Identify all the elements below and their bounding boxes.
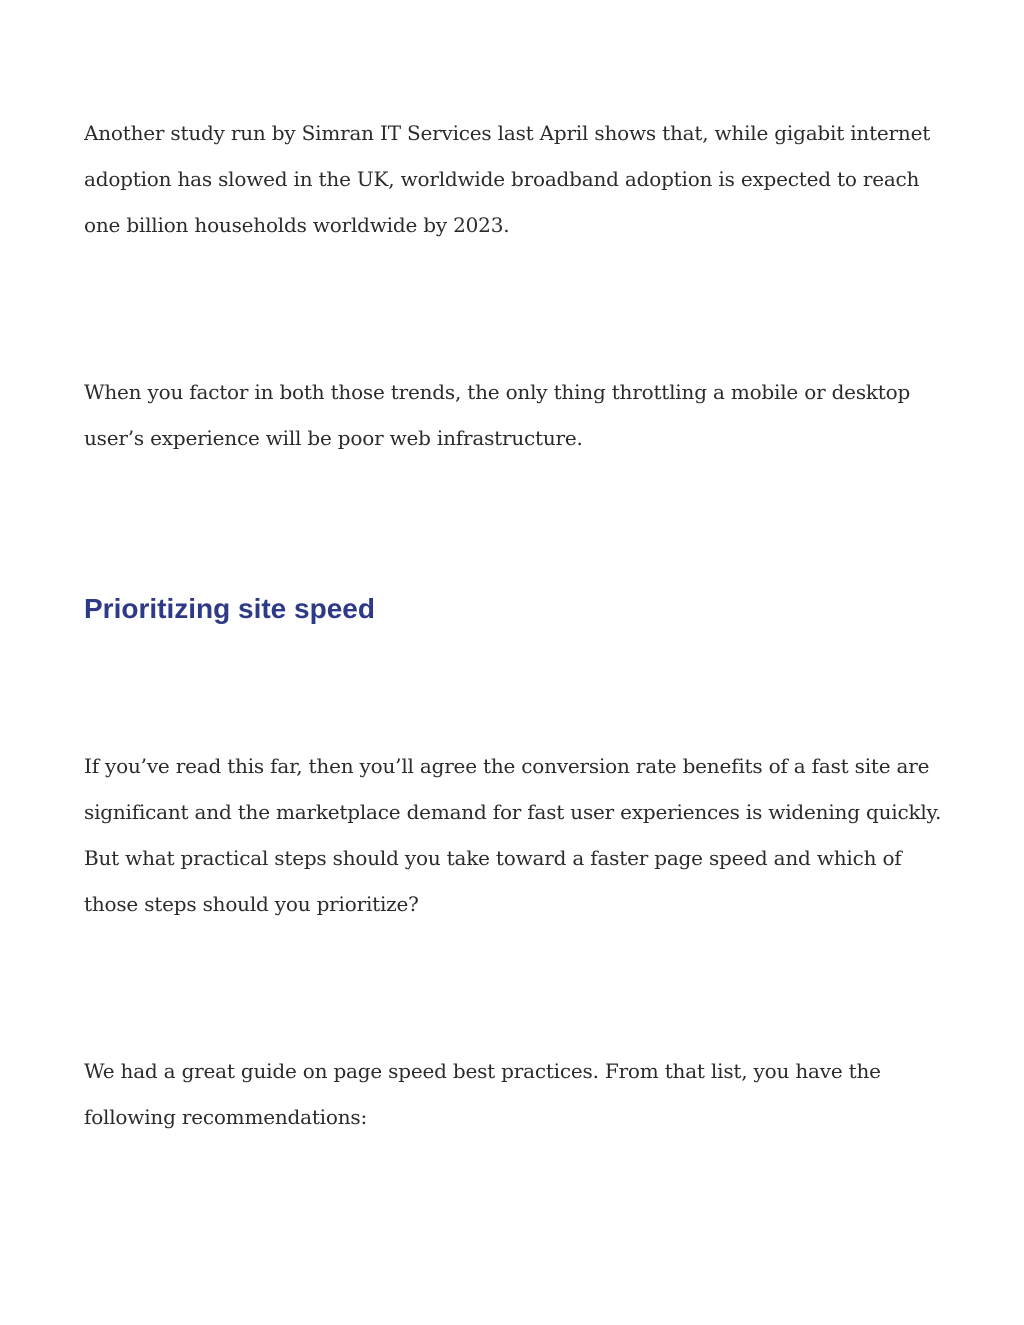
section-heading: Prioritizing site speed	[84, 593, 375, 624]
paragraph-broadband-study: Another study run by Simran IT Services last April shows that, while gigabit internet adoption has slowed in the UK, worldwide broadband adoption is expected to reach one billion households worldwide by 2023.	[84, 121, 931, 237]
paragraph-trends: When you factor in both those trends, the only thing throttling a mobile or desktop user’s experience will be poor web infrastructure.	[84, 380, 911, 450]
paragraph-recommendations: We had a great guide on page speed best practices. From that list, you have the following recommendations:	[84, 1059, 881, 1129]
paragraph-practical-steps: If you’ve read this far, then you’ll agree the conversion rate benefits of a fast site are significant and the marketplace demand for fast user experiences is widening quickly. But what practical steps should you take toward a faster page speed and which of those steps should you prioritize?	[84, 754, 942, 916]
